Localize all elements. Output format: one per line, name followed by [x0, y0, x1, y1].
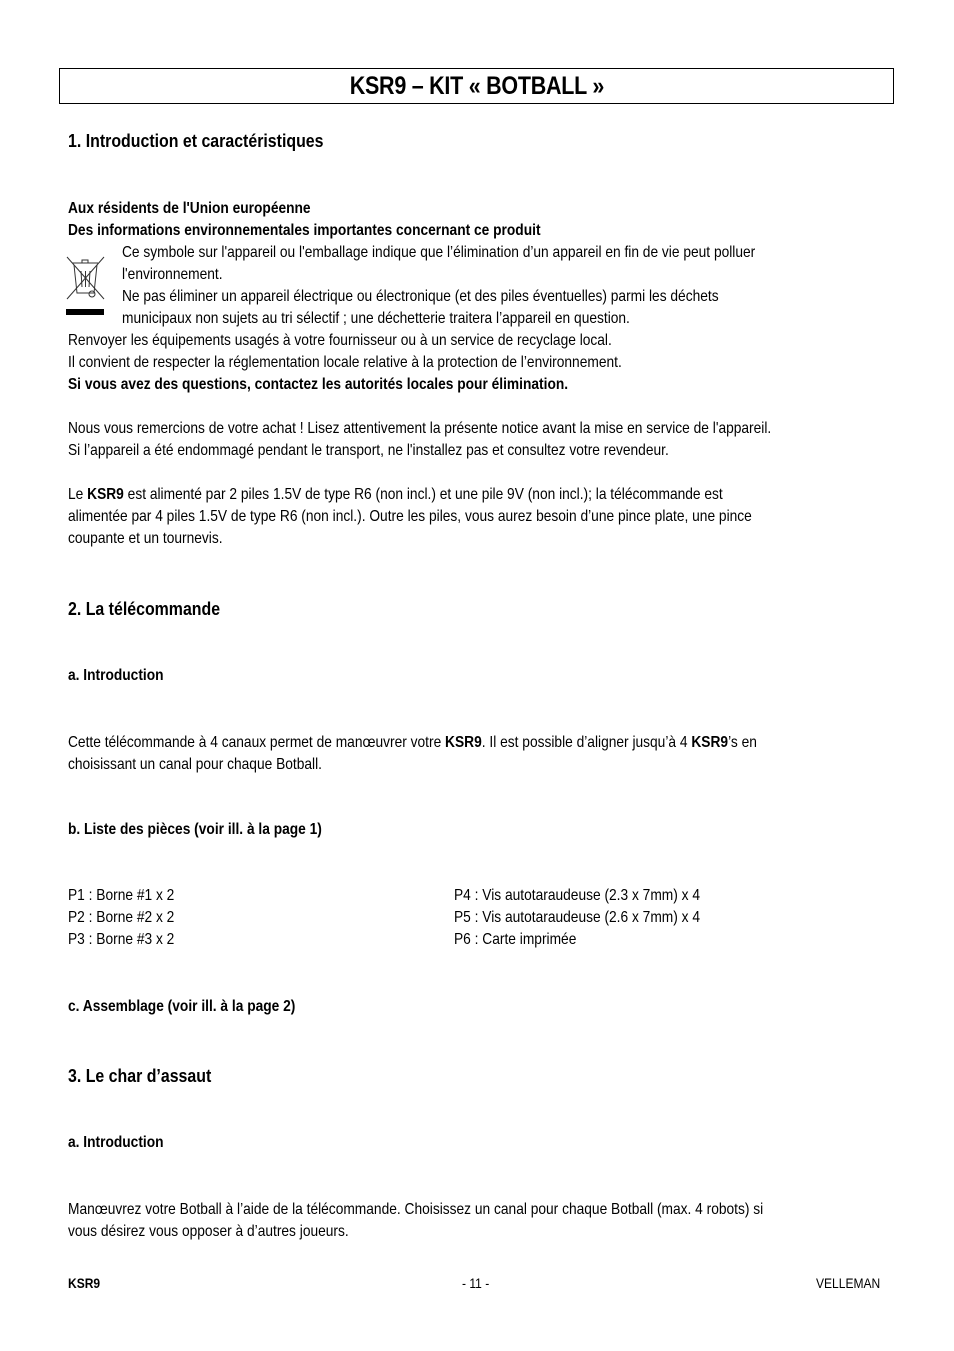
footer-page-number: - 11 -: [462, 1275, 490, 1291]
power-text: est alimenté par 2 piles 1.5V de type R6 (non incl.) et une pile 9V (non incl.); la télécommande est: [123, 486, 723, 503]
weee-line-4: municipaux non sujets au tri sélectif ; une déchetterie traitera l’appareil en question.: [122, 310, 630, 327]
weee-line-1: Ce symbole sur l'appareil ou l'emballage indique que l’élimination d’un appareil en fin de vie peut polluer: [122, 244, 756, 261]
thanks-line-2: Si l’appareil a été endommagé pendant le transport, ne l'installez pas et consultez votre revendeur.: [68, 442, 669, 459]
part-item: P6 : Carte imprimée: [454, 931, 577, 948]
tank-intro-line-1: Manœuvrez votre Botball à l’aide de la télécommande. Choisissez un canal pour chaque Botball (max. 4 robots) si: [68, 1201, 764, 1218]
section-2b-heading: b. Liste des pièces (voir ill. à la page 1): [68, 821, 322, 838]
remote-intro-line-2: choisissant un canal pour chaque Botball.: [68, 756, 322, 773]
power-text: Le: [68, 486, 88, 503]
intro-text: . Il est possible d’aligner jusqu’à 4: [481, 734, 692, 751]
power-line-3: coupante et un tournevis.: [68, 530, 223, 547]
intro-text: ’s en: [728, 734, 757, 751]
eu-heading: Aux résidents de l'Union européenne: [68, 200, 311, 217]
footer-brand: VELLEMAN: [816, 1275, 881, 1291]
section-2-heading: 2. La télécommande: [68, 598, 221, 619]
model-name: KSR9: [87, 486, 124, 503]
part-item: P5 : Vis autotaraudeuse (2.6 x 7mm) x 4: [454, 909, 701, 926]
intro-text: Cette télécommande à 4 canaux permet de manœuvrer votre: [68, 734, 446, 751]
tank-intro-line-2: vous désirez vous opposer à d’autres joueurs.: [68, 1223, 349, 1240]
model-name: KSR9: [691, 734, 729, 751]
part-item: P3 : Borne #3 x 2: [68, 931, 175, 948]
section-3a-heading: a. Introduction: [68, 1134, 164, 1151]
regulation-line: Il convient de respecter la réglementation locale relative à la protection de l’environnement.: [68, 354, 622, 371]
questions-line: Si vous avez des questions, contactez les autorités locales pour élimination.: [68, 376, 569, 393]
section-2c-heading: c. Assemblage (voir ill. à la page 2): [68, 998, 296, 1015]
part-item: P2 : Borne #2 x 2: [68, 909, 175, 926]
weee-bin-icon: [62, 251, 110, 321]
section-1-heading: 1. Introduction et caractéristiques: [68, 130, 324, 151]
recycle-line: Renvoyer les équipements usagés à votre fournisseur ou à un service de recyclage local.: [68, 332, 612, 349]
weee-line-3: Ne pas éliminer un appareil électrique ou électronique (et des piles éventuelles) parmi les déchets: [122, 288, 719, 305]
section-3-heading: 3. Le char d’assaut: [68, 1065, 212, 1086]
weee-line-2: l'environnement.: [122, 266, 223, 283]
part-item: P4 : Vis autotaraudeuse (2.3 x 7mm) x 4: [454, 887, 701, 904]
model-name: KSR9: [445, 734, 482, 751]
eu-subheading: Des informations environnementales importantes concernant ce produit: [68, 222, 541, 239]
title-box: [59, 68, 894, 104]
power-line-2: alimentée par 4 piles 1.5V de type R6 (non incl.). Outre les piles, vous aurez besoin d’une pince plate, une pince: [68, 508, 752, 525]
power-line-1: [68, 484, 723, 506]
footer-model: KSR9: [68, 1275, 101, 1291]
document-title: KSR9 – KIT « BOTBALL »: [349, 71, 604, 100]
part-item: P1 : Borne #1 x 2: [68, 887, 175, 904]
remote-intro-line-1: [68, 732, 757, 754]
thanks-line-1: Nous vous remercions de votre achat ! Lisez attentivement la présente notice avant la mise en service de l'appareil.: [68, 420, 772, 437]
section-2a-heading: a. Introduction: [68, 667, 164, 684]
